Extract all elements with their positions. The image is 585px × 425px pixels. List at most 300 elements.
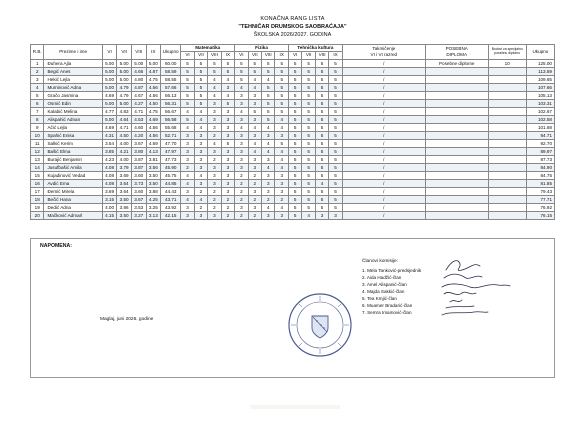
cell-physics-grade: 2 xyxy=(235,171,248,179)
cell-grade-9: 3.13 xyxy=(146,211,161,219)
cell-competition: / xyxy=(342,67,425,75)
cell-math-grade: 5 xyxy=(221,139,234,147)
cell-final-total: 84.75 xyxy=(526,171,554,179)
cell-math-grade: 5 xyxy=(208,59,221,67)
cell-name: Ačić Lejla xyxy=(44,123,102,131)
cell-grade-8: 3.87 xyxy=(131,155,146,163)
cell-physics-grade: 5 xyxy=(262,91,275,99)
cell-physics-grade: 3 xyxy=(275,179,288,187)
cell-math-grade: 3 xyxy=(221,131,234,139)
cell-tech-grade: 5 xyxy=(288,107,301,115)
cell-grade-7: 3.69 xyxy=(117,171,132,179)
cell-tech-grade: 5 xyxy=(315,147,328,155)
cell-tech-grade: 5 xyxy=(329,163,343,171)
cell-math-grade: 3 xyxy=(208,147,221,155)
cell-grade-6: 3.69 xyxy=(102,187,117,195)
cell-physics-grade: 5 xyxy=(235,75,248,83)
cell-rank: 15 xyxy=(31,171,44,179)
cell-bonus xyxy=(488,99,526,107)
cell-math-grade: 2 xyxy=(194,203,207,211)
cell-name: Gračo Jasmina xyxy=(44,91,102,99)
cell-math-grade: 4 xyxy=(194,123,207,131)
sub-phys-7: VII xyxy=(248,52,261,59)
cell-math-grade: 2 xyxy=(221,195,234,203)
cell-total: 45.75 xyxy=(161,171,181,179)
cell-grade-6: 5.00 xyxy=(102,59,117,67)
cell-physics-grade: 3 xyxy=(275,171,288,179)
cell-grade-6: 4.69 xyxy=(102,123,117,131)
cell-diploma xyxy=(425,107,488,115)
cell-tech-grade: 5 xyxy=(329,147,343,155)
cell-physics-grade: 4 xyxy=(262,163,275,171)
cell-math-grade: 3 xyxy=(221,179,234,187)
cell-tech-grade: 5 xyxy=(329,75,343,83)
cell-bonus xyxy=(488,131,526,139)
cell-physics-grade: 3 xyxy=(235,203,248,211)
cell-bonus xyxy=(488,163,526,171)
cell-physics-grade: 5 xyxy=(275,75,288,83)
cell-grade-6: 4.08 xyxy=(102,171,117,179)
cell-grade-7: 5.00 xyxy=(117,99,132,107)
cell-total: 44.85 xyxy=(161,179,181,187)
cell-tech-grade: 5 xyxy=(315,123,328,131)
cell-math-grade: 2 xyxy=(208,155,221,163)
cell-competition: / xyxy=(342,115,425,123)
signature-1 xyxy=(446,261,480,271)
cell-tech-grade: 5 xyxy=(315,187,328,195)
cell-diploma xyxy=(425,171,488,179)
cell-final-total: 102.67 xyxy=(526,107,554,115)
cell-math-grade: 3 xyxy=(194,147,207,155)
cell-physics-grade: 3 xyxy=(235,155,248,163)
cell-bonus xyxy=(488,171,526,179)
cell-grade-6: 3.15 xyxy=(102,195,117,203)
cell-tech-grade: 5 xyxy=(329,187,343,195)
cell-physics-grade: 2 xyxy=(248,171,261,179)
cell-tech-grade: 5 xyxy=(288,59,301,67)
cell-rank: 6 xyxy=(31,99,44,107)
cell-math-grade: 4 xyxy=(181,179,194,187)
cell-tech-grade: 5 xyxy=(329,59,343,67)
cell-total: 47.70 xyxy=(161,139,181,147)
cell-name: Muminović Adna xyxy=(44,83,102,91)
cell-final-total: 105.13 xyxy=(526,91,554,99)
cell-grade-8: 3.27 xyxy=(131,211,146,219)
cell-tech-grade: 5 xyxy=(302,195,315,203)
cell-bonus: 10 xyxy=(488,59,526,67)
sub-phys-9: IX xyxy=(275,52,288,59)
cell-grade-6: 3.54 xyxy=(102,139,117,147)
cell-physics-grade: 3 xyxy=(275,211,288,219)
cell-tech-grade: 5 xyxy=(288,67,301,75)
cell-math-grade: 4 xyxy=(208,75,221,83)
col-rb: R.B. xyxy=(31,45,44,60)
table-row xyxy=(31,115,555,123)
cell-name: Alispahić Adnan xyxy=(44,115,102,123)
cell-diploma xyxy=(425,115,488,123)
cell-competition: / xyxy=(342,179,425,187)
cell-grade-8: 4.71 xyxy=(131,107,146,115)
cell-competition: / xyxy=(342,139,425,147)
cell-math-grade: 3 xyxy=(221,147,234,155)
cell-grade-7: 4.64 xyxy=(117,115,132,123)
cell-math-grade: 3 xyxy=(208,99,221,107)
sub-math-8: VIII xyxy=(208,52,221,59)
cell-math-grade: 4 xyxy=(194,171,207,179)
cell-tech-grade: 5 xyxy=(302,139,315,147)
cell-tech-grade: 5 xyxy=(288,163,301,171)
cell-physics-grade: 4 xyxy=(262,75,275,83)
cell-grade-7: 4.00 xyxy=(117,155,132,163)
cell-tech-grade: 5 xyxy=(315,107,328,115)
cell-competition: / xyxy=(342,99,425,107)
cell-final-total: 109.65 xyxy=(526,75,554,83)
cell-diploma xyxy=(425,139,488,147)
cell-competition: / xyxy=(342,131,425,139)
cell-grade-9: 4.56 xyxy=(146,91,161,99)
cell-bonus xyxy=(488,67,526,75)
cell-math-grade: 5 xyxy=(194,67,207,75)
cell-physics-grade: 2 xyxy=(248,179,261,187)
cell-math-grade: 3 xyxy=(181,211,194,219)
cell-math-grade: 3 xyxy=(194,163,207,171)
cell-bonus xyxy=(488,187,526,195)
cell-math-grade: 3 xyxy=(181,139,194,147)
cell-physics-grade: 4 xyxy=(248,75,261,83)
cell-diploma xyxy=(425,91,488,99)
cell-math-grade: 3 xyxy=(194,131,207,139)
cell-diploma xyxy=(425,203,488,211)
cell-tech-grade: 5 xyxy=(288,115,301,123)
table-row xyxy=(31,155,555,163)
cell-grade-7: 4.79 xyxy=(117,83,132,91)
cell-tech-grade: 5 xyxy=(288,83,301,91)
cell-math-grade: 3 xyxy=(221,171,234,179)
cell-math-grade: 3 xyxy=(208,115,221,123)
cell-math-grade: 5 xyxy=(181,83,194,91)
cell-name: Salkić Kerim xyxy=(44,139,102,147)
sub-tech-6: VI xyxy=(288,52,301,59)
cell-grade-8: 3.67 xyxy=(131,139,146,147)
cell-final-total: 103.31 xyxy=(526,99,554,107)
cell-math-grade: 4 xyxy=(181,195,194,203)
cell-name: Begić Anes xyxy=(44,67,102,75)
cell-final-total: 77.71 xyxy=(526,195,554,203)
cell-physics-grade: 4 xyxy=(248,147,261,155)
cell-grade-8: 4.27 xyxy=(131,99,146,107)
cell-grade-8: 3.67 xyxy=(131,195,146,203)
cell-rank: 16 xyxy=(31,179,44,187)
cell-tech-grade: 5 xyxy=(315,203,328,211)
cell-physics-grade: 4 xyxy=(262,147,275,155)
cell-tech-grade: 5 xyxy=(329,179,343,187)
table-row xyxy=(31,107,555,115)
cell-competition: / xyxy=(342,203,425,211)
cell-tech-grade: 5 xyxy=(302,203,315,211)
cell-math-grade: 5 xyxy=(221,67,234,75)
cell-total: 56.58 xyxy=(161,115,181,123)
table-row xyxy=(31,163,555,171)
cell-rank: 11 xyxy=(31,139,44,147)
cell-math-grade: 2 xyxy=(221,211,234,219)
cell-tech-grade: 5 xyxy=(329,67,343,75)
cell-name: Jusufbašić Amila xyxy=(44,163,102,171)
col-group-math: Matematika xyxy=(181,45,235,52)
cell-tech-grade: 5 xyxy=(288,99,301,107)
cell-rank: 4 xyxy=(31,83,44,91)
cell-physics-grade: 2 xyxy=(248,195,261,203)
cell-tech-grade: 5 xyxy=(315,83,328,91)
cell-physics-grade: 3 xyxy=(248,99,261,107)
cell-competition: / xyxy=(342,147,425,155)
cell-physics-grade: 4 xyxy=(275,115,288,123)
cell-math-grade: 3 xyxy=(194,139,207,147)
col-grade-7: VII xyxy=(117,45,132,60)
cell-competition: / xyxy=(342,83,425,91)
signature-7 xyxy=(442,312,488,315)
cell-total: 56.13 xyxy=(161,91,181,99)
cell-tech-grade: 3 xyxy=(315,211,328,219)
cell-math-grade: 3 xyxy=(181,131,194,139)
cell-tech-grade: 5 xyxy=(315,139,328,147)
signature-5 xyxy=(450,300,462,302)
cell-physics-grade: 3 xyxy=(262,155,275,163)
cell-grade-8: 4.66 xyxy=(131,67,146,75)
cell-physics-grade: 4 xyxy=(235,107,248,115)
cell-name: Bašić Elma xyxy=(44,147,102,155)
cell-tech-grade: 5 xyxy=(302,163,315,171)
cell-diploma: Posebne diplome xyxy=(425,59,488,67)
cell-bonus xyxy=(488,203,526,211)
cell-math-grade: 3 xyxy=(221,107,234,115)
cell-final-total: 79.43 xyxy=(526,187,554,195)
sub-phys-6: VI xyxy=(235,52,248,59)
cell-grade-7: 4.21 xyxy=(117,147,132,155)
table-row xyxy=(31,179,555,187)
cell-tech-grade: 5 xyxy=(288,91,301,99)
cell-math-grade: 3 xyxy=(221,163,234,171)
cell-physics-grade: 4 xyxy=(262,203,275,211)
cell-competition: / xyxy=(342,59,425,67)
cell-tech-grade: 5 xyxy=(288,195,301,203)
cell-rank: 7 xyxy=(31,107,44,115)
cell-math-grade: 3 xyxy=(208,163,221,171)
cell-grade-7: 4.71 xyxy=(117,123,132,131)
cell-tech-grade: 5 xyxy=(329,195,343,203)
cell-grade-6: 5.00 xyxy=(102,75,117,83)
cell-total: 60.00 xyxy=(161,59,181,67)
cell-grade-8: 3.87 xyxy=(131,163,146,171)
cell-math-grade: 5 xyxy=(221,99,234,107)
commission-member: 3. Amel Alispanić-član xyxy=(362,281,407,287)
cell-grade-8: 4.80 xyxy=(131,75,146,83)
cell-tech-grade: 5 xyxy=(302,107,315,115)
cell-tech-grade: 5 xyxy=(302,91,315,99)
col-group-tech: Tehnička kultura xyxy=(288,45,342,52)
table-row xyxy=(31,195,555,203)
cell-physics-grade: 4 xyxy=(235,83,248,91)
cell-diploma xyxy=(425,99,488,107)
signatures-graphic xyxy=(440,256,520,320)
cell-name: Đemić Mirela xyxy=(44,187,102,195)
cell-grade-6: 5.00 xyxy=(102,83,117,91)
cell-grade-6: 4.15 xyxy=(102,211,117,219)
cell-competition: / xyxy=(342,187,425,195)
cell-total: 57.66 xyxy=(161,83,181,91)
cell-math-grade: 5 xyxy=(194,75,207,83)
cell-grade-9: 4.50 xyxy=(146,99,161,107)
cell-name: Avdić Ema xyxy=(44,179,102,187)
cell-total: 47.73 xyxy=(161,155,181,163)
commission-member: 1. Mela Tanković-predsjednik xyxy=(362,267,422,273)
cell-physics-grade: 3 xyxy=(275,187,288,195)
cell-final-total: 76.92 xyxy=(526,203,554,211)
cell-physics-grade: 4 xyxy=(248,83,261,91)
cell-tech-grade: 5 xyxy=(329,115,343,123)
cell-physics-grade: 2 xyxy=(275,195,288,203)
cell-physics-grade: 3 xyxy=(235,99,248,107)
cell-physics-grade: 4 xyxy=(248,139,261,147)
cell-bonus xyxy=(488,75,526,83)
cell-total: 42.15 xyxy=(161,211,181,219)
cell-math-grade: 3 xyxy=(181,147,194,155)
cell-physics-grade: 5 xyxy=(275,99,288,107)
cell-name: Hekić Lejla xyxy=(44,75,102,83)
sub-math-9: IX xyxy=(221,52,234,59)
cell-math-grade: 2 xyxy=(208,187,221,195)
cell-tech-grade: 5 xyxy=(329,83,343,91)
commission-member: 4. Majda Sakkić-član xyxy=(362,288,405,294)
cell-grade-6: 4.77 xyxy=(102,107,117,115)
cell-final-total: 101.68 xyxy=(526,123,554,131)
cell-tech-grade: 5 xyxy=(302,187,315,195)
cell-bonus xyxy=(488,139,526,147)
cell-math-grade: 4 xyxy=(194,115,207,123)
cell-physics-grade: 3 xyxy=(262,131,275,139)
col-name: Prezime i ime xyxy=(44,45,102,60)
cell-grade-7: 4.50 xyxy=(117,131,132,139)
col-competition-sub: VI i VI razred xyxy=(370,51,398,57)
cell-physics-grade: 2 xyxy=(235,179,248,187)
cell-final-total: 94.71 xyxy=(526,131,554,139)
cell-grade-8: 4.60 xyxy=(131,123,146,131)
cell-competition: / xyxy=(342,123,425,131)
cell-physics-grade: 3 xyxy=(262,187,275,195)
cell-physics-grade: 2 xyxy=(235,187,248,195)
col-bonus: Bodovi za specijalnu posebnu diplomu xyxy=(488,45,526,60)
cell-grade-7: 4.83 xyxy=(117,107,132,115)
cell-grade-6: 5.00 xyxy=(102,99,117,107)
cell-math-grade: 3 xyxy=(194,179,207,187)
cell-physics-grade: 3 xyxy=(235,163,248,171)
commission-member: 7. Semra Imamović-član xyxy=(362,310,412,316)
cell-tech-grade: 5 xyxy=(329,123,343,131)
cell-grade-8: 3.80 xyxy=(131,147,146,155)
table-row xyxy=(31,171,555,179)
table-row xyxy=(31,131,555,139)
col-group-physics: Fizika xyxy=(235,45,289,52)
cell-name: Spahić Enisa xyxy=(44,131,102,139)
cell-math-grade: 4 xyxy=(181,107,194,115)
cell-math-grade: 5 xyxy=(181,115,194,123)
cell-tech-grade: 5 xyxy=(315,131,328,139)
cell-rank: 14 xyxy=(31,163,44,171)
cell-diploma xyxy=(425,131,488,139)
cell-bonus xyxy=(488,91,526,99)
cell-physics-grade: 5 xyxy=(248,59,261,67)
cell-physics-grade: 3 xyxy=(248,131,261,139)
cell-physics-grade: 3 xyxy=(235,91,248,99)
table-row xyxy=(31,211,555,219)
cell-grade-9: 3.56 xyxy=(146,163,161,171)
cell-physics-grade: 3 xyxy=(262,179,275,187)
cell-math-grade: 2 xyxy=(221,203,234,211)
cell-diploma xyxy=(425,147,488,155)
cell-physics-grade: 5 xyxy=(275,59,288,67)
cell-diploma xyxy=(425,179,488,187)
cell-physics-grade: 3 xyxy=(248,203,261,211)
cell-tech-grade: 5 xyxy=(302,147,315,155)
cell-grade-8: 4.67 xyxy=(131,91,146,99)
signature-4 xyxy=(444,292,476,294)
cell-tech-grade: 5 xyxy=(288,123,301,131)
signature-3 xyxy=(442,284,510,288)
cell-physics-grade: 5 xyxy=(248,107,261,115)
cell-grade-9: 4.13 xyxy=(146,147,161,155)
cell-tech-grade: 5 xyxy=(302,83,315,91)
cell-tech-grade: 5 xyxy=(329,131,343,139)
cell-bonus xyxy=(488,195,526,203)
cell-grade-6: 4.31 xyxy=(102,131,117,139)
cell-tech-grade: 5 xyxy=(288,171,301,179)
table-row xyxy=(31,139,555,147)
cell-grade-9: 4.69 xyxy=(146,115,161,123)
cell-rank: 18 xyxy=(31,195,44,203)
cell-math-grade: 3 xyxy=(208,171,221,179)
cell-grade-7: 3.64 xyxy=(117,187,132,195)
cell-physics-grade: 3 xyxy=(248,163,261,171)
cell-math-grade: 2 xyxy=(181,163,194,171)
cell-total: 56.67 xyxy=(161,107,181,115)
cell-math-grade: 4 xyxy=(208,139,221,147)
cell-tech-grade: 5 xyxy=(315,155,328,163)
cell-tech-grade: 4 xyxy=(315,179,328,187)
col-grade-8: VIII xyxy=(131,45,146,60)
cell-math-grade: 3 xyxy=(221,83,234,91)
cell-final-total: 102.58 xyxy=(526,115,554,123)
cell-grade-9: 3.88 xyxy=(146,187,161,195)
cell-physics-grade: 5 xyxy=(262,67,275,75)
cell-grade-9: 4.75 xyxy=(146,75,161,83)
cell-math-grade: 4 xyxy=(208,91,221,99)
sub-phys-8: VIII xyxy=(262,52,275,59)
cell-diploma xyxy=(425,187,488,195)
cell-grade-9: 4.69 xyxy=(146,139,161,147)
doc-school-year: ŠKOLSKA 2026/2027. GODINA xyxy=(253,32,332,38)
cell-grade-9: 3.25 xyxy=(146,203,161,211)
cell-physics-grade: 3 xyxy=(248,155,261,163)
cell-total: 43.71 xyxy=(161,195,181,203)
cell-competition: / xyxy=(342,195,425,203)
cell-rank: 2 xyxy=(31,67,44,75)
cell-bonus xyxy=(488,147,526,155)
cell-total: 47.97 xyxy=(161,147,181,155)
cell-physics-grade: 4 xyxy=(275,203,288,211)
cell-grade-7: 5.00 xyxy=(117,75,132,83)
cell-physics-grade: 3 xyxy=(248,115,261,123)
cell-grade-7: 4.00 xyxy=(117,139,132,147)
cell-grade-8: 5.00 xyxy=(131,59,146,67)
